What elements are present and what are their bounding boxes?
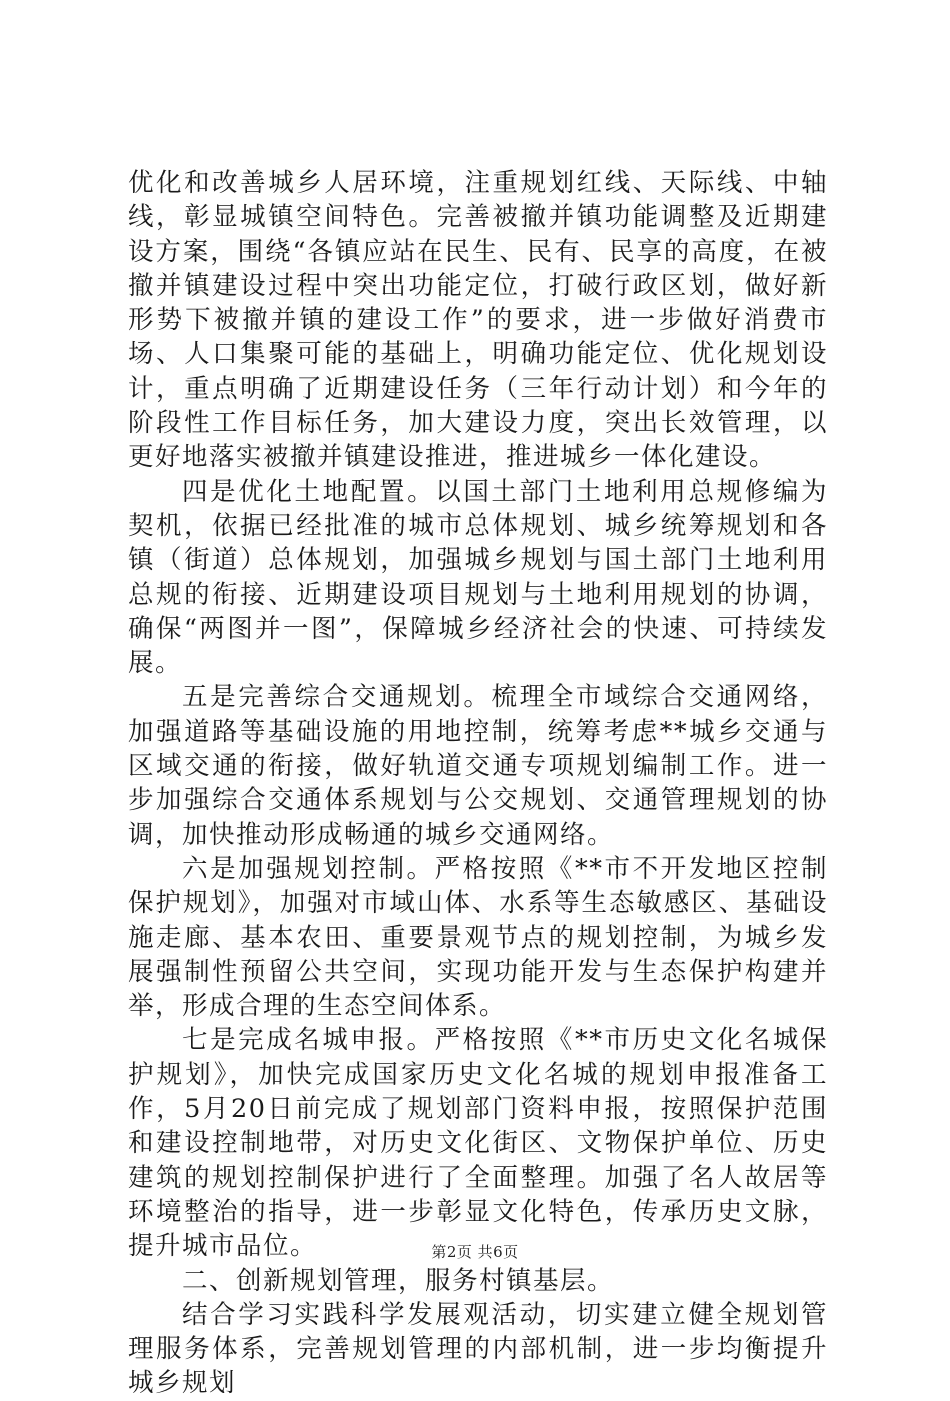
document-body	[128, 166, 828, 1401]
page-number-footer: 第2页 共6页	[431, 1243, 519, 1261]
paragraph-planning-control: 六是加强规划控制。严格按照《**市不开发地区控制保护规划》，加强对市域山体、水系等生态敏感区、基础设施走廊、基本农田、重要景观节点的规划控制，为城乡发展强制性预留公共空间，实现功能开发与生态保护构建并举，形成合理的生态空间体系。	[128, 853, 828, 1022]
section-heading: 二、创新规划管理，服务村镇基层。	[182, 1265, 615, 1296]
paragraph-continued: 优化和改善城乡人居环境，注重规划红线、天际线、中轴线，彰显城镇空间特色。完善被撤并镇功能调整及近期建设方案，围绕“各镇应站在民生、民有、民享的高度，在被撤并镇建设过程中突出功能定位，打破行政区划，做好新形势下被撤并镇的建设工作”的要求，进一步做好消费市场、人口集聚可能的基础上，明确功能定位、优化规划设计，重点明确了近期建设任务（三年行动计划）和今年的阶段性工作目标任务，加大建设力度，突出长效管理，以更好地落实被撤并镇建设推进，推进城乡一体化建设。	[128, 168, 828, 473]
paragraph-land-allocation: 四是优化土地配置。以国土部门土地利用总规修编为契机，依据已经批准的城市总体规划、城乡统筹规划和各镇（街道）总体规划，加强城乡规划与国土部门土地利用总规的衔接、近期建设项目规划与土地利用规划的协调，确保“两图并一图”，保障城乡经济社会的快速、可持续发展。	[128, 476, 828, 679]
paragraph-management: 结合学习实践科学发展观活动，切实建立健全规划管理服务体系，完善规划管理的内部机制，进一步均衡提升城乡规划	[128, 1299, 828, 1399]
paragraph-traffic-planning: 五是完善综合交通规划。梳理全市域综合交通网络，加强道路等基础设施的用地控制，统筹考虑**城乡交通与区域交通的衔接，做好轨道交通专项规划编制工作。进一步加强综合交通体系规划与公交规划、交通管理规划的协调，加快推动形成畅通的城乡交通网络。	[128, 682, 828, 850]
paragraph-historic-city: 七是完成名城申报。严格按照《**市历史文化名城保护规划》，加快完成国家历史文化名城的规划申报准备工作，5月20日前完成了规划部门资料申报，按照保护范围和建设控制地带，对历史文化街区、文物保护单位、历史建筑的规划控制保护进行了全面整理。加强了名人故居等环境整治的指导，进一步彰显文化特色，传承历史文脉，提升城市品位。	[128, 1025, 828, 1262]
